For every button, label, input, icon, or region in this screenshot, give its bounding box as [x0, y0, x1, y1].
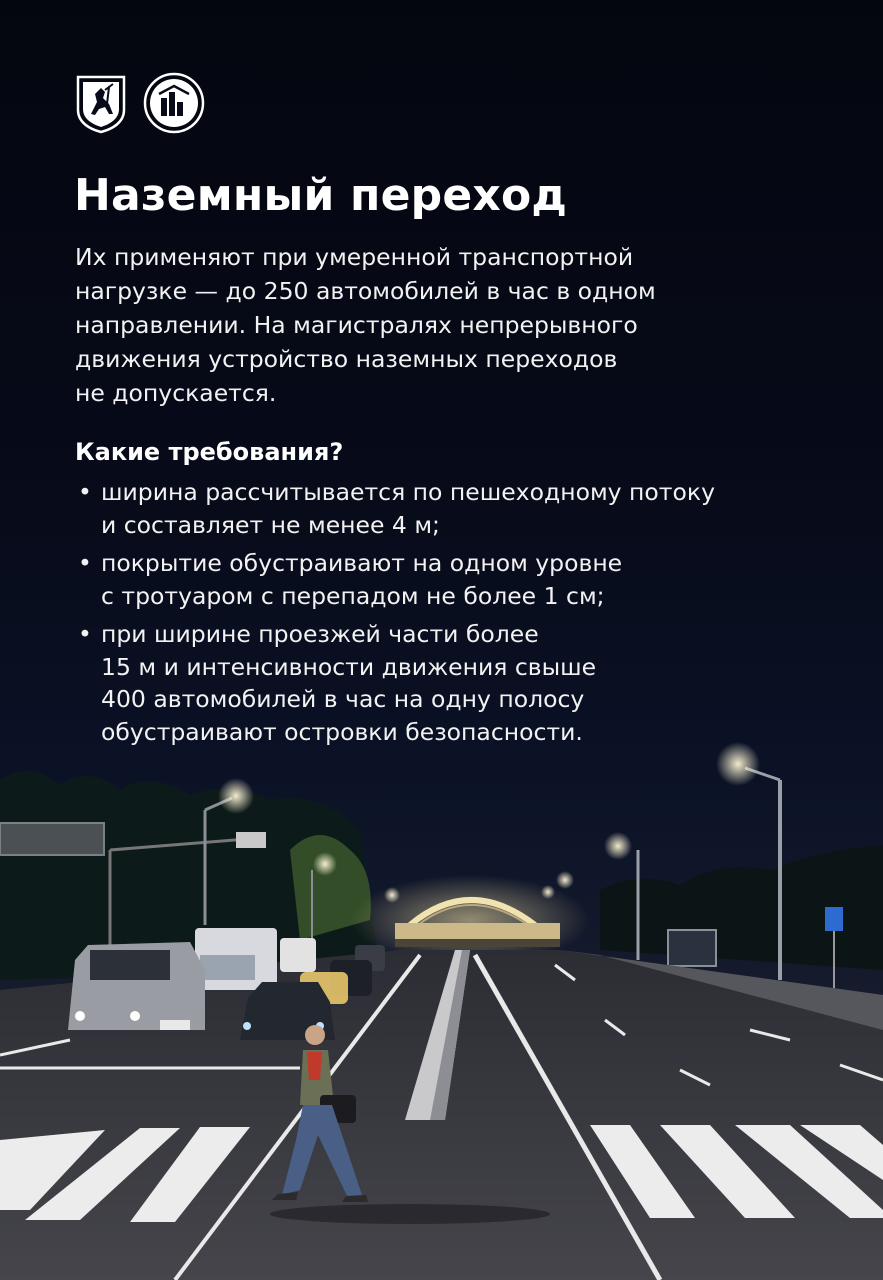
intro-line: не допускается.	[75, 379, 277, 407]
requirement-item	[75, 547, 815, 612]
requirement-line: с тротуаром с перепадом не более 1 см;	[101, 581, 605, 610]
requirements-title: Какие требования?	[75, 438, 344, 466]
page-title: Наземный переход	[74, 170, 568, 221]
requirement-item	[75, 618, 815, 748]
requirement-line: 400 автомобилей в час на одну полосу	[101, 685, 585, 713]
requirement-item	[75, 476, 815, 541]
requirement-line: при ширине проезжей части более	[101, 620, 539, 648]
moscow-coat-of-arms-icon	[75, 74, 127, 134]
intro-line: нагрузке — до 250 автомобилей в час в одном	[75, 277, 656, 305]
requirements-list	[75, 476, 815, 754]
intro-line: движения устройство наземных переходов	[75, 345, 618, 373]
requirement-line: обустраивают островки безопасности.	[101, 717, 583, 746]
construction-complex-emblem-icon	[143, 72, 205, 134]
intro-line: Их применяют при умеренной транспортной	[75, 243, 634, 271]
requirement-line: и составляет не менее 4 м;	[101, 510, 440, 539]
intro-line: направлении. На магистралях непрерывного	[75, 311, 638, 339]
intro-text	[75, 240, 795, 410]
night-road-scene	[0, 740, 883, 1280]
requirement-line: ширина рассчитывается по пешеходному потоку	[101, 478, 715, 506]
requirement-line: покрытие обустраивают на одном уровне	[101, 549, 623, 577]
requirement-line: 15 м и интенсивности движения свыше	[101, 652, 597, 681]
